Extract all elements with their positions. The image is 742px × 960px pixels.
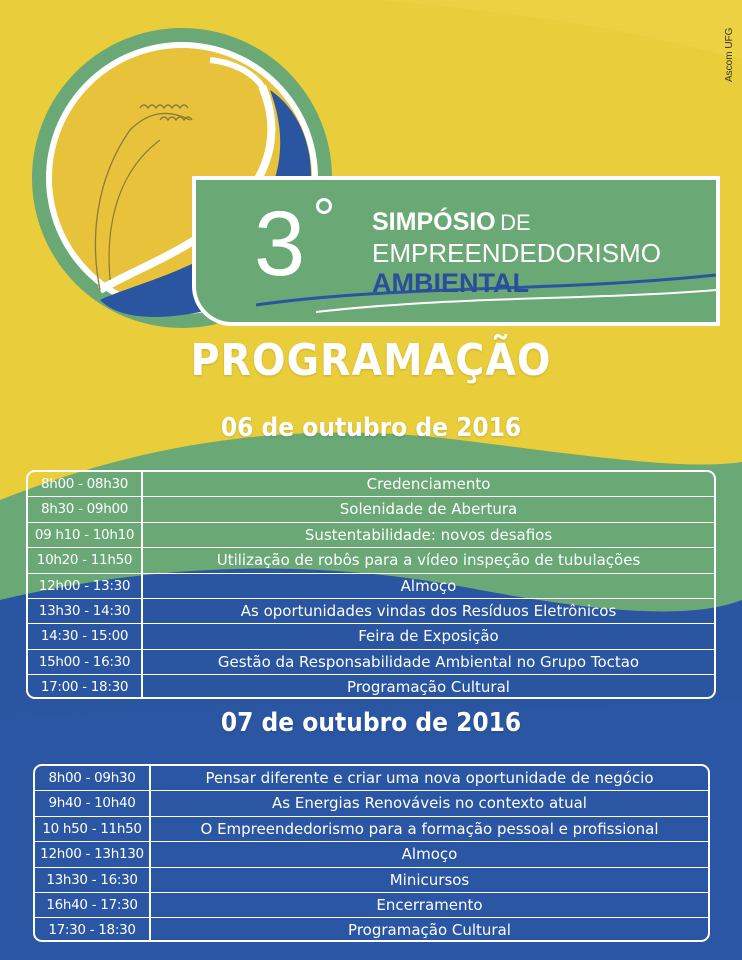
table-row [28, 675, 714, 699]
time-cell: 8h30 - 09h00 [28, 497, 143, 521]
time-cell: 13h30 - 16:30 [35, 868, 151, 892]
time-cell: 17:30 - 18:30 [35, 918, 151, 942]
table-row [35, 893, 708, 918]
time-cell: 17:00 - 18:30 [28, 675, 143, 699]
time-cell: 8h00 - 09h30 [35, 766, 151, 790]
activity-cell: Pensar diferente e criar uma nova oportunidade de negócio [205, 769, 654, 787]
time-cell: 14:30 - 15:00 [28, 624, 143, 648]
time-cell: 8h00 - 08h30 [28, 472, 143, 496]
time-cell: 16h40 - 17:30 [35, 893, 151, 917]
table-row [35, 868, 708, 893]
time-cell: 12h00 - 13:30 [28, 574, 143, 598]
activity-cell: Credenciamento [366, 475, 491, 493]
credit-text: Ascom UFG [724, 27, 735, 83]
table-row [35, 817, 708, 842]
table-row [28, 523, 714, 548]
time-cell: 9h40 - 10h40 [35, 791, 151, 815]
table-row [28, 472, 714, 497]
degree-symbol [314, 196, 334, 216]
activity-cell: As Energias Renováveis no contexto atual [272, 794, 587, 813]
title-line-2: EMPREENDEDORISMO [372, 238, 661, 268]
activity-cell: O Empreendedorismo para a formação pessoal e profissional [200, 819, 659, 838]
activity-cell: Utilização de robôs para a vídeo inspeção de tubulações [216, 551, 641, 570]
table-row [28, 497, 714, 522]
schedule-table-day2 [33, 764, 710, 942]
table-row [35, 766, 708, 791]
time-cell: 12h00 - 13h130 [35, 842, 151, 866]
activity-cell: Programação Cultural [348, 921, 511, 940]
activity-cell: Feira de Exposição [358, 627, 499, 646]
title-de: DE [500, 210, 531, 235]
table-row [28, 574, 714, 599]
activity-cell: Encerramento [376, 895, 483, 914]
edition-number: 3 [254, 193, 306, 295]
program-heading: PROGRAMAÇÃO [190, 335, 552, 386]
time-cell: 10 h50 - 11h50 [35, 817, 151, 841]
activity-cell: Minicursos [389, 870, 470, 889]
activity-cell: Gestão da Responsabilidade Ambiental no Grupo Toctao [217, 652, 640, 671]
time-cell: 10h20 - 11h50 [28, 548, 143, 572]
title-simposio: SIMPÓSIO [372, 208, 496, 236]
activity-cell: Solenidade de Abertura [339, 500, 518, 519]
day1-date: 06 de outubro de 2016 [220, 413, 522, 443]
activity-cell: Programação Cultural [347, 678, 510, 697]
time-cell: 09 h10 - 10h10 [28, 523, 143, 547]
table-row [28, 548, 714, 573]
table-row [28, 599, 714, 624]
table-row [35, 791, 708, 816]
table-row [28, 650, 714, 675]
activity-cell: Sustentabilidade: novos desafios [304, 525, 553, 544]
activity-cell: Almoço [401, 845, 458, 864]
activity-cell: Almoço [400, 576, 457, 595]
title-banner [192, 176, 720, 326]
table-row [35, 918, 708, 942]
table-row [35, 842, 708, 867]
time-cell: 15h00 - 16:30 [28, 650, 143, 674]
schedule-table-day1 [26, 470, 716, 699]
day2-date: 07 de outubro de 2016 [220, 708, 522, 738]
time-cell: 13h30 - 14:30 [28, 599, 143, 623]
title-line-3: AMBIENTAL [372, 268, 529, 298]
activity-cell: As oportunidades vindas dos Resíduos Eletrônicos [240, 601, 617, 620]
table-row [28, 624, 714, 649]
title-line-1 [372, 210, 531, 235]
